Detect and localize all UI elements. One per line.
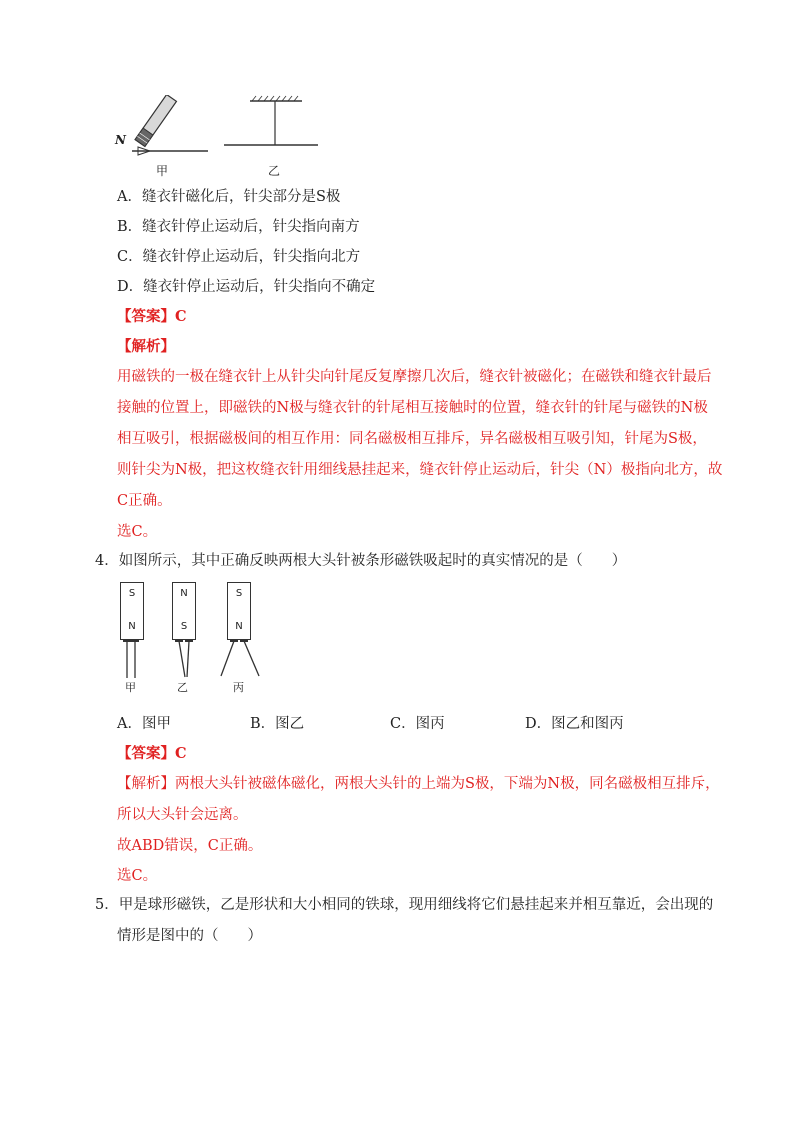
q4-analysis-line-3: 故ABD错误，C正确。 [117, 838, 263, 854]
q3-option-c: C．缝衣针停止运动后，针尖指向北方 [117, 249, 361, 265]
q3-option-d: D．缝衣针停止运动后，针尖指向不确定 [117, 279, 376, 295]
q3-analysis-line-5: C正确。 [117, 493, 172, 509]
pins-diagram [115, 580, 275, 695]
q3-option-a: A．缝衣针磁化后，针尖部分是S极 [117, 189, 341, 205]
q3-analysis-line-4: 则针尖为N极，把这枚缝衣针用细线悬挂起来，缝衣针停止运动后，针尖（N）极指向北方，故 [117, 462, 723, 478]
caption-jia: 甲 [125, 681, 136, 694]
figure-caption-jia: 甲 [156, 164, 169, 178]
magnet-yi-bottom-pole: S [180, 621, 188, 632]
caption-yi: 乙 [177, 681, 188, 694]
q5-stem-line-1: 5．甲是球形磁铁，乙是形状和大小相同的铁球，现用细线将它们悬挂起来并相互靠近，会出现的 [95, 897, 714, 913]
q4-option-b: B．图乙 [250, 716, 305, 732]
q4-stem: 4．如图所示，其中正确反映两根大头针被条形磁铁吸起时的真实情况的是（ ） [95, 553, 627, 569]
q3-analysis-line-3: 相互吸引，根据磁极间的相互作用：同名磁极相互排斥，异名磁极相互吸引知，针尾为S极， [117, 431, 707, 447]
magnet-bar-diagonal [135, 95, 176, 146]
q3-answer: 【答案】C [117, 308, 187, 325]
magnet-jia-bottom-pole: N [128, 621, 136, 632]
q4-analysis-line-1: 【解析】两根大头针被磁体磁化，两根大头针的上端为S极，下端为N极，同名磁极相互排斥， [117, 776, 720, 792]
magnet-yi-top-pole: N [180, 588, 188, 599]
caption-bing: 丙 [233, 681, 244, 694]
q4-option-d: D．图乙和图丙 [525, 716, 624, 732]
n-pole-label: N [115, 133, 126, 147]
q3-analysis-label: 【解析】 [117, 338, 175, 355]
needle-magnet-diagram [110, 95, 320, 180]
q3-figure [110, 95, 320, 180]
q3-analysis-line-1: 用磁铁的一极在缝衣针上从针尖向针尾反复摩擦几次后，缝衣针被磁化；在磁铁和缝衣针最后 [117, 369, 712, 385]
q4-option-c: C．图丙 [390, 716, 445, 732]
q4-option-a: A．图甲 [117, 716, 171, 732]
magnet-jia-top-pole: S [128, 588, 136, 599]
q5-stem-line-2: 情形是图中的（ ） [117, 928, 262, 944]
q3-analysis-line-2: 接触的位置上，即磁铁的N极与缝衣针的针尾相互接触时的位置，缝衣针的针尾与磁铁的N极 [117, 400, 708, 416]
q4-answer: 【答案】C [117, 745, 187, 762]
figure-caption-yi: 乙 [268, 164, 281, 178]
magnet-bing-bottom-pole: N [235, 621, 243, 632]
q4-choose: 选C。 [117, 868, 158, 884]
q4-figure [115, 580, 275, 695]
q3-option-b: B．缝衣针停止运动后，针尖指向南方 [117, 219, 360, 235]
magnet-bing-top-pole: S [235, 588, 243, 599]
q3-choose: 选C。 [117, 524, 158, 540]
q4-analysis-line-2: 所以大头针会远离。 [117, 807, 248, 823]
